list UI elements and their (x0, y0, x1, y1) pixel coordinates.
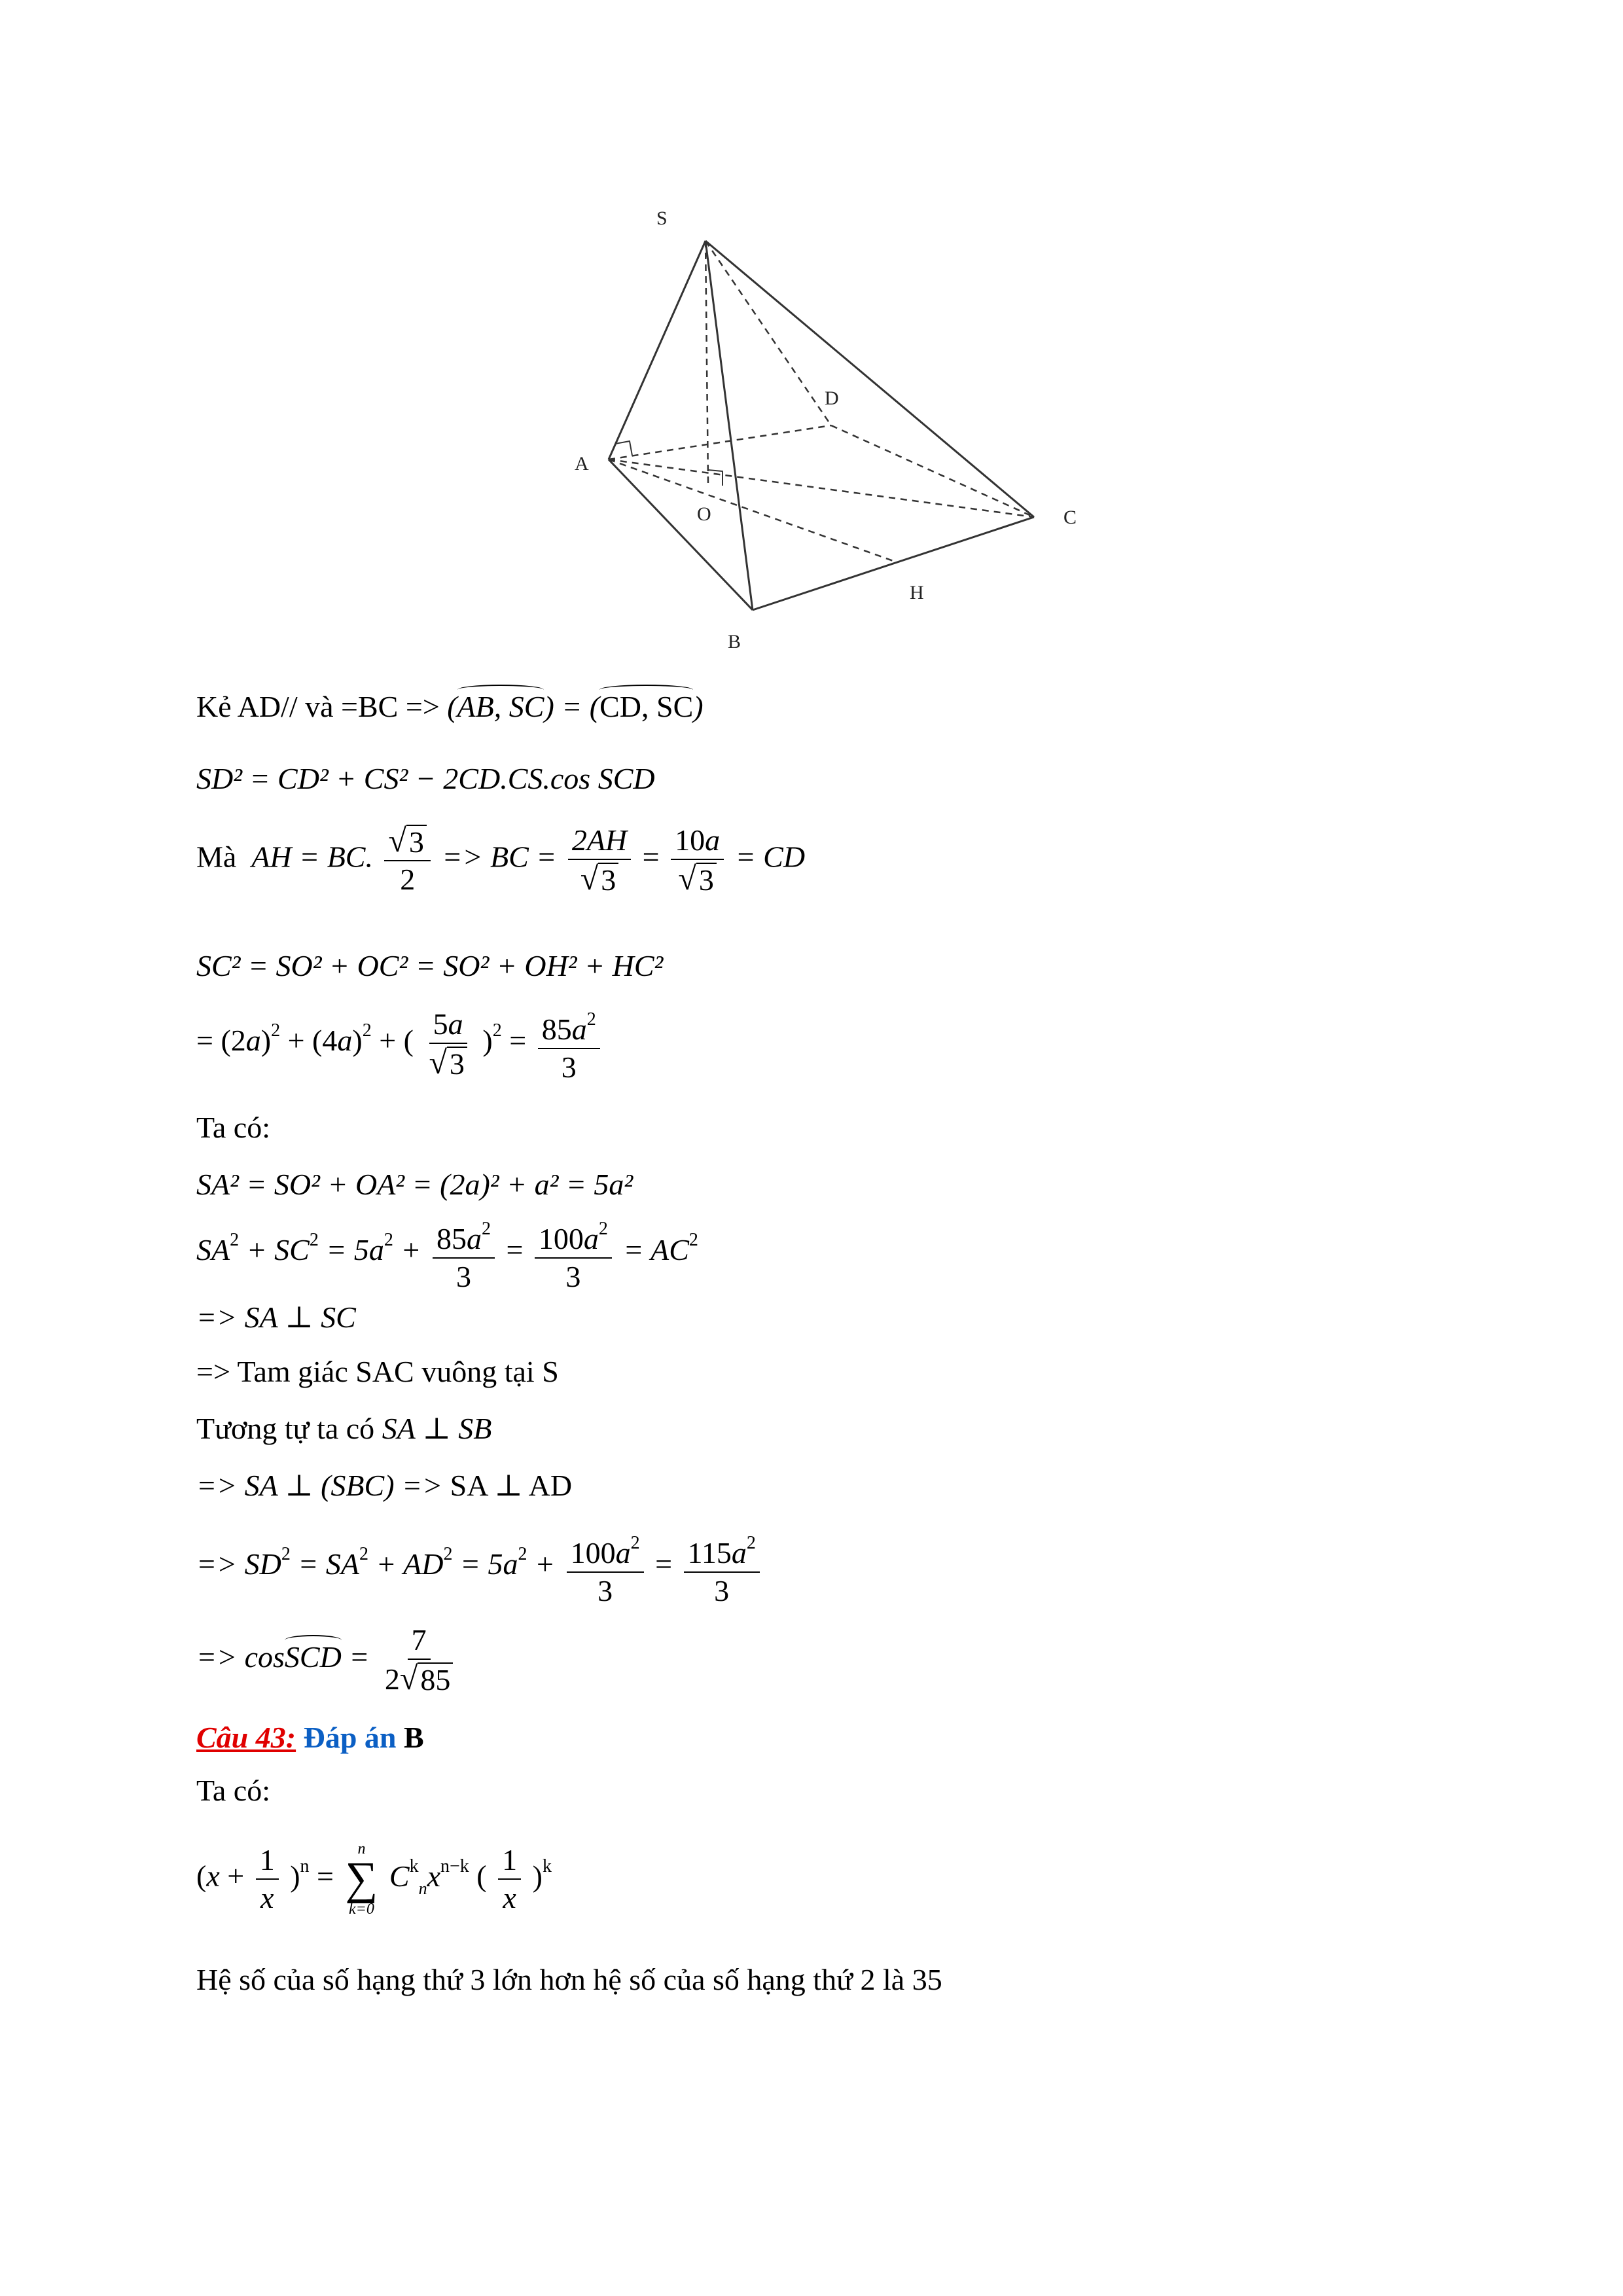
frac-115a2-over-3: $\frac{115a^2}{3}$ (684, 1525, 760, 1609)
eq-sc-squared: SC² = SO² + OC² = SO² + OH² + HC² (196, 949, 664, 982)
eq-sc-value: = $(2a)^2 + (4a)^2$ + ( 5a √ 3 )$^2$ = $\frac{85a^2}{3}$ (196, 1001, 604, 1086)
frac-7-over-2sqrt85: 7 2 √ 85 (381, 1622, 457, 1698)
text-tuong-tu: Tương tự ta có (196, 1412, 375, 1445)
eq-sa-perp-sbc-math: => SA ⊥ (SBC) => (196, 1469, 443, 1502)
frac-5a-over-sqrt3: 5a √ 3 (425, 1006, 471, 1082)
frac-1-over-x-b: $\frac{1}{x}$ (498, 1842, 521, 1916)
eq-sa-perp-sbc (196, 1467, 572, 1504)
label-d: D (825, 387, 839, 409)
eq-sd-cosine: SD² = CD² + CS² − 2CD.CS.cos SCD (196, 762, 655, 795)
frac-10a-over-sqrt3: 10a √ 3 (671, 822, 724, 898)
answer-letter: B (403, 1721, 424, 1754)
eq-cos-scd: => cosSCD = 7 2 √ 85 (196, 1622, 461, 1698)
text-triangle-sac: => Tam giác SAC vuông tại S (196, 1355, 559, 1388)
label-a: A (575, 453, 589, 475)
eq-sa-perp-ad: SA ⊥ AD (450, 1469, 573, 1502)
eq-sd-squared-value: => $SD^2 = SA^2 + AD^2 = 5a^2$ + $\frac{100a^2}{3}$ = $\frac{115a^2}{3}$ (196, 1525, 764, 1609)
line-construct-ad: Kẻ AD// và =BC => (AB, SC) = (CD, SC) (196, 689, 704, 725)
sum-symbol: n ∑ k=0 (345, 1840, 378, 1918)
label-s: S (656, 207, 668, 229)
frac-1-over-x: $\frac{1}{x}$ (256, 1842, 279, 1916)
text-ma: Mà (196, 840, 237, 874)
text-ta-co-2: Ta có: (196, 1774, 271, 1807)
label-c: C (1063, 507, 1077, 528)
eq-sa-perp-sb: SA ⊥ SB (382, 1412, 492, 1445)
eq-ah-bc: Mà AH = BC. √ 3 2 => BC = 2AH √ 3 = 10a √ 3 = CD (196, 822, 806, 897)
question-43-heading (196, 1719, 424, 1756)
text-construct: Kẻ AD// và =BC => (196, 690, 440, 723)
label-o: O (697, 503, 711, 525)
angle-ab-sc: AB, SC (457, 689, 544, 725)
eq-sa-perp-sc: => SA ⊥ SC (196, 1300, 356, 1334)
frac-85a2-over-3-b: $\frac{85a^2}{3}$ (433, 1211, 495, 1295)
frac-100a2-over-3: $\frac{100a^2}{3}$ (535, 1211, 612, 1295)
pyramid-diagram (563, 190, 1099, 661)
label-b: B (728, 631, 741, 653)
frac-2ah-over-sqrt3: 2AH √ 3 (568, 822, 631, 898)
text-ta-co-1: Ta có: (196, 1111, 271, 1144)
question-label: Câu 43: (196, 1721, 296, 1754)
eq-binomial-expansion: (x + $\frac{1}{x}$ )$^n$ = n ∑ k=0 $C^k_nx^{n-k}$ ( $\frac{1}{x}$ )$^k$ (196, 1840, 552, 1918)
text-similarly (196, 1410, 491, 1447)
eq-sa-plus-sc: $SA^2 + SC^2 = 5a^2$ + $\frac{85a^2}{3}$ = $\frac{100a^2}{3}$ = $AC^2$ (196, 1211, 698, 1295)
frac-100a2-over-3-b: $\frac{100a^2}{3}$ (567, 1525, 644, 1609)
frac-sqrt3-over-2: √ 3 2 (384, 822, 430, 898)
eq-sa-squared: SA² = SO² + OA² = (2a)² + a² = 5a² (196, 1168, 633, 1201)
angle-cd-sc: CD, SC (599, 689, 693, 725)
answer-label: Đáp án (303, 1721, 397, 1754)
pyramid-figure (563, 190, 1099, 661)
frac-85a2-over-3: $\frac{85a^2}{3}$ (538, 1001, 600, 1086)
label-h: H (910, 582, 924, 603)
text-coefficient-condition: Hệ số của số hạng thứ 3 lớn hơn hệ số của số hạng thứ 2 là 35 (196, 1963, 942, 1996)
